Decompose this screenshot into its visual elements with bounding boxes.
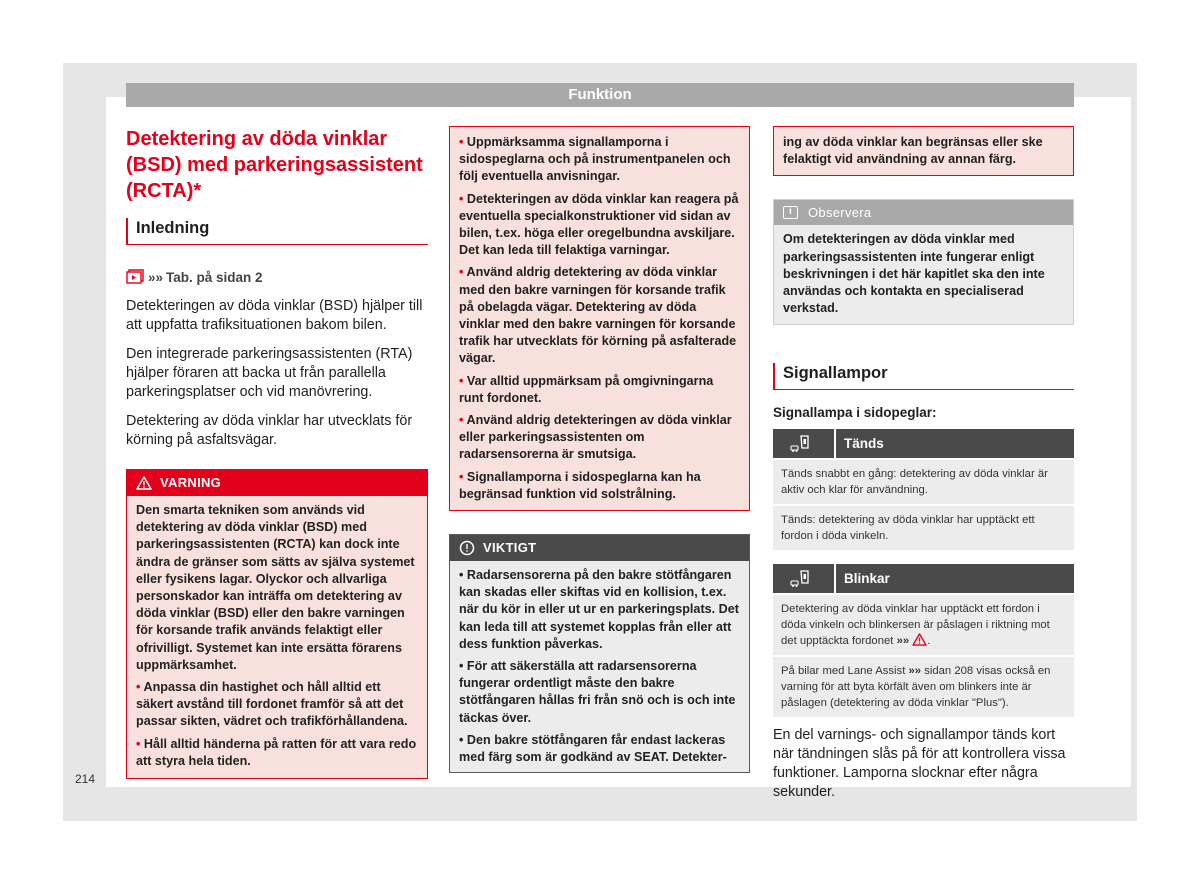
section-header: Funktion	[126, 83, 1074, 107]
warning-triangle-icon	[136, 476, 152, 490]
lamp-label: Signallampa i sidopeglar:	[773, 405, 937, 421]
note-header	[774, 200, 1073, 225]
reference-text: Tab. på sidan 2	[166, 269, 263, 285]
list-item: • Använd aldrig detekteringen av döda vinklar eller parkeringsassistenten om radarsensorerna är smutsiga.	[459, 413, 732, 462]
table-row: Detektering av döda vinklar har upptäckt ett fordon i döda vinkeln och blinkersen är påslagen i riktning mot det upptäckta fordonet »» .	[773, 593, 1074, 655]
bullet-icon: •	[459, 265, 464, 280]
column-3	[773, 126, 1074, 802]
table-row: Tänds: detektering av döda vinklar har upptäckt ett fordon i döda vinkeln.	[773, 504, 1074, 550]
list-item: • Signallamporna i sidospeglarna kan ha begränsad funktion vid solstrålning.	[459, 469, 701, 501]
list-item: • Detekteringen av döda vinklar kan reagera på eventuella specialkonstruktioner vid sidan av bilen, t.ex. höga eller oregelbundna avskiljare. Det kan leda till felaktiga varningar.	[459, 191, 739, 258]
note-box	[773, 199, 1074, 325]
paragraph: Detektering av döda vinklar har utvecklats för körning på asfaltsvägar.	[126, 413, 413, 448]
page-number: 214	[75, 772, 96, 786]
bullet-icon: •	[459, 413, 464, 428]
warning-body	[127, 496, 427, 778]
warning-header	[127, 470, 427, 496]
table-row: På bilar med Lane Assist »» sidan 208 visas också en varning för att byta körfält även om blinkers inte är påslagen (detektering av döda vinklar "Plus").	[773, 655, 1074, 717]
bullet-icon: •	[136, 680, 141, 695]
bullet-icon: •	[136, 736, 141, 751]
lamp-state-label: Tänds	[844, 436, 884, 452]
blind-spot-mirror-icon	[789, 569, 819, 589]
list-item: • Den bakre stötfångaren får endast lackeras med färg som är godkänd av SEAT. Detekter-	[459, 732, 727, 765]
notice-body	[450, 561, 749, 772]
warning-triangle-icon	[912, 633, 927, 646]
closing-paragraph: En del varnings- och signallampor tänds kort när tändningen slås på för att kontrollera vissa funktioner. Lamporna slocknar efter några sekunder.	[773, 727, 1066, 801]
bullet-icon: •	[459, 732, 464, 747]
icon-cell	[773, 564, 836, 593]
list-item: • Anpassa din hastighet och håll alltid ett säkert avstånd till fordonet framför så att det passar sikten, vädret och trafikförhållandena.	[136, 680, 408, 729]
chapter-title: Detektering av döda vinklar (BSD) med parkeringsassistent (RCTA)*	[126, 128, 423, 202]
warning-heading: VARNING	[160, 475, 222, 490]
column-1	[126, 126, 428, 779]
list-item: • Håll alltid händerna på ratten för att vara redo att styra hela tiden.	[136, 736, 417, 768]
warning-box	[126, 469, 428, 779]
list-item: • Var alltid uppmärksam på omgivningarna runt fordonet.	[459, 373, 714, 405]
lamp-table-tands	[773, 429, 1074, 550]
book-icon	[126, 269, 144, 285]
column-2	[449, 126, 750, 773]
list-item: • Uppmärksamma signallamporna i sidospeglarna och på instrumentpanelen och följ eventuella anvisningar.	[459, 135, 731, 184]
notice-continuation-box	[773, 126, 1074, 176]
warning-continuation-box	[449, 126, 750, 511]
lamp-table-header	[773, 564, 1074, 593]
warning-intro: Den smarta tekniken som används vid detektering av döda vinklar (BSD) med parkeringsassistenten (RCTA) kan dock inte ändra de gränser som sätts av själva systemet eller fysikens lagar. Olyckor och allvarliga personskador kan inträffa om detektering av döda vinklar (BSD) eller den bakre varningen för korsande trafik används felaktigt eller ofrivilligt. Systemet kan inte ersätta förarens uppmärksamhet.	[136, 503, 415, 672]
info-icon: i	[783, 206, 798, 219]
subtitle-signallampor: Signallampor	[773, 363, 1074, 390]
paragraph: Den integrerade parkeringsassistenten (RTA) hjälper föraren att backa ut från parallella parkeringsplatser och vid manövrering.	[126, 346, 413, 400]
notice-header	[450, 535, 749, 561]
bullet-icon: •	[459, 659, 464, 674]
exclamation-circle-icon	[459, 540, 475, 556]
note-heading: Observera	[808, 205, 872, 221]
list-item: • För att säkerställa att radarsensorerna fungerar ordentligt måste den bakre stötfångaren hållas fri från snö och is och inte täckas över.	[459, 659, 736, 725]
table-row: Tänds snabbt en gång: detektering av döda vinklar är aktiv och klar för användning.	[773, 458, 1074, 504]
cross-reference-arrows-icon: »»	[148, 269, 164, 285]
blind-spot-mirror-icon	[789, 434, 819, 454]
lamp-table-header	[773, 429, 1074, 458]
lamp-table-blinkar	[773, 564, 1074, 717]
icon-cell	[773, 429, 836, 458]
notice-heading: VIKTIGT	[483, 540, 537, 556]
bullet-icon: •	[459, 135, 464, 149]
lamp-state-label: Blinkar	[844, 571, 890, 587]
subtitle-inledning: Inledning	[126, 218, 428, 245]
bullet-icon: •	[459, 373, 464, 388]
bullet-icon: •	[459, 469, 464, 484]
paragraph: Detekteringen av döda vinklar (BSD) hjälper till att uppfatta trafiksituationen bakom bilen.	[126, 298, 423, 333]
list-item: • Använd aldrig detektering av döda vinklar med den bakre varningen för korsande trafik på obelagda vägar. Detektering av döda vinklar med den bakre varningen för korsande trafik har utvecklats för körning på asfalterade vägar.	[459, 265, 737, 366]
bullet-icon: •	[459, 191, 464, 206]
cross-reference-arrows-icon: »»	[896, 635, 910, 648]
list-item: • Radarsensorerna på den bakre stötfångaren kan skadas eller skiftas vid en kollision, t.ex. när du kör in eller ut ur en parkeringsplats. Det kan leda till att systemet kopplas från eller att dess funktion påverkas.	[459, 568, 739, 651]
bullet-icon: •	[459, 568, 464, 583]
note-body: Om detekteringen av döda vinklar med parkeringsassistenten inte fungerar enligt beskrivningen i det här kapitlet ska den inte användas och kontakta en specialiserad verkstad.	[783, 232, 1045, 316]
notice-continuation-text: ing av döda vinklar kan begränsas eller ske felaktigt vid användning av annan färg.	[783, 135, 1043, 167]
notice-box	[449, 534, 750, 773]
reference-line[interactable]	[126, 269, 428, 285]
cross-reference-arrows-icon: »»	[908, 665, 922, 678]
